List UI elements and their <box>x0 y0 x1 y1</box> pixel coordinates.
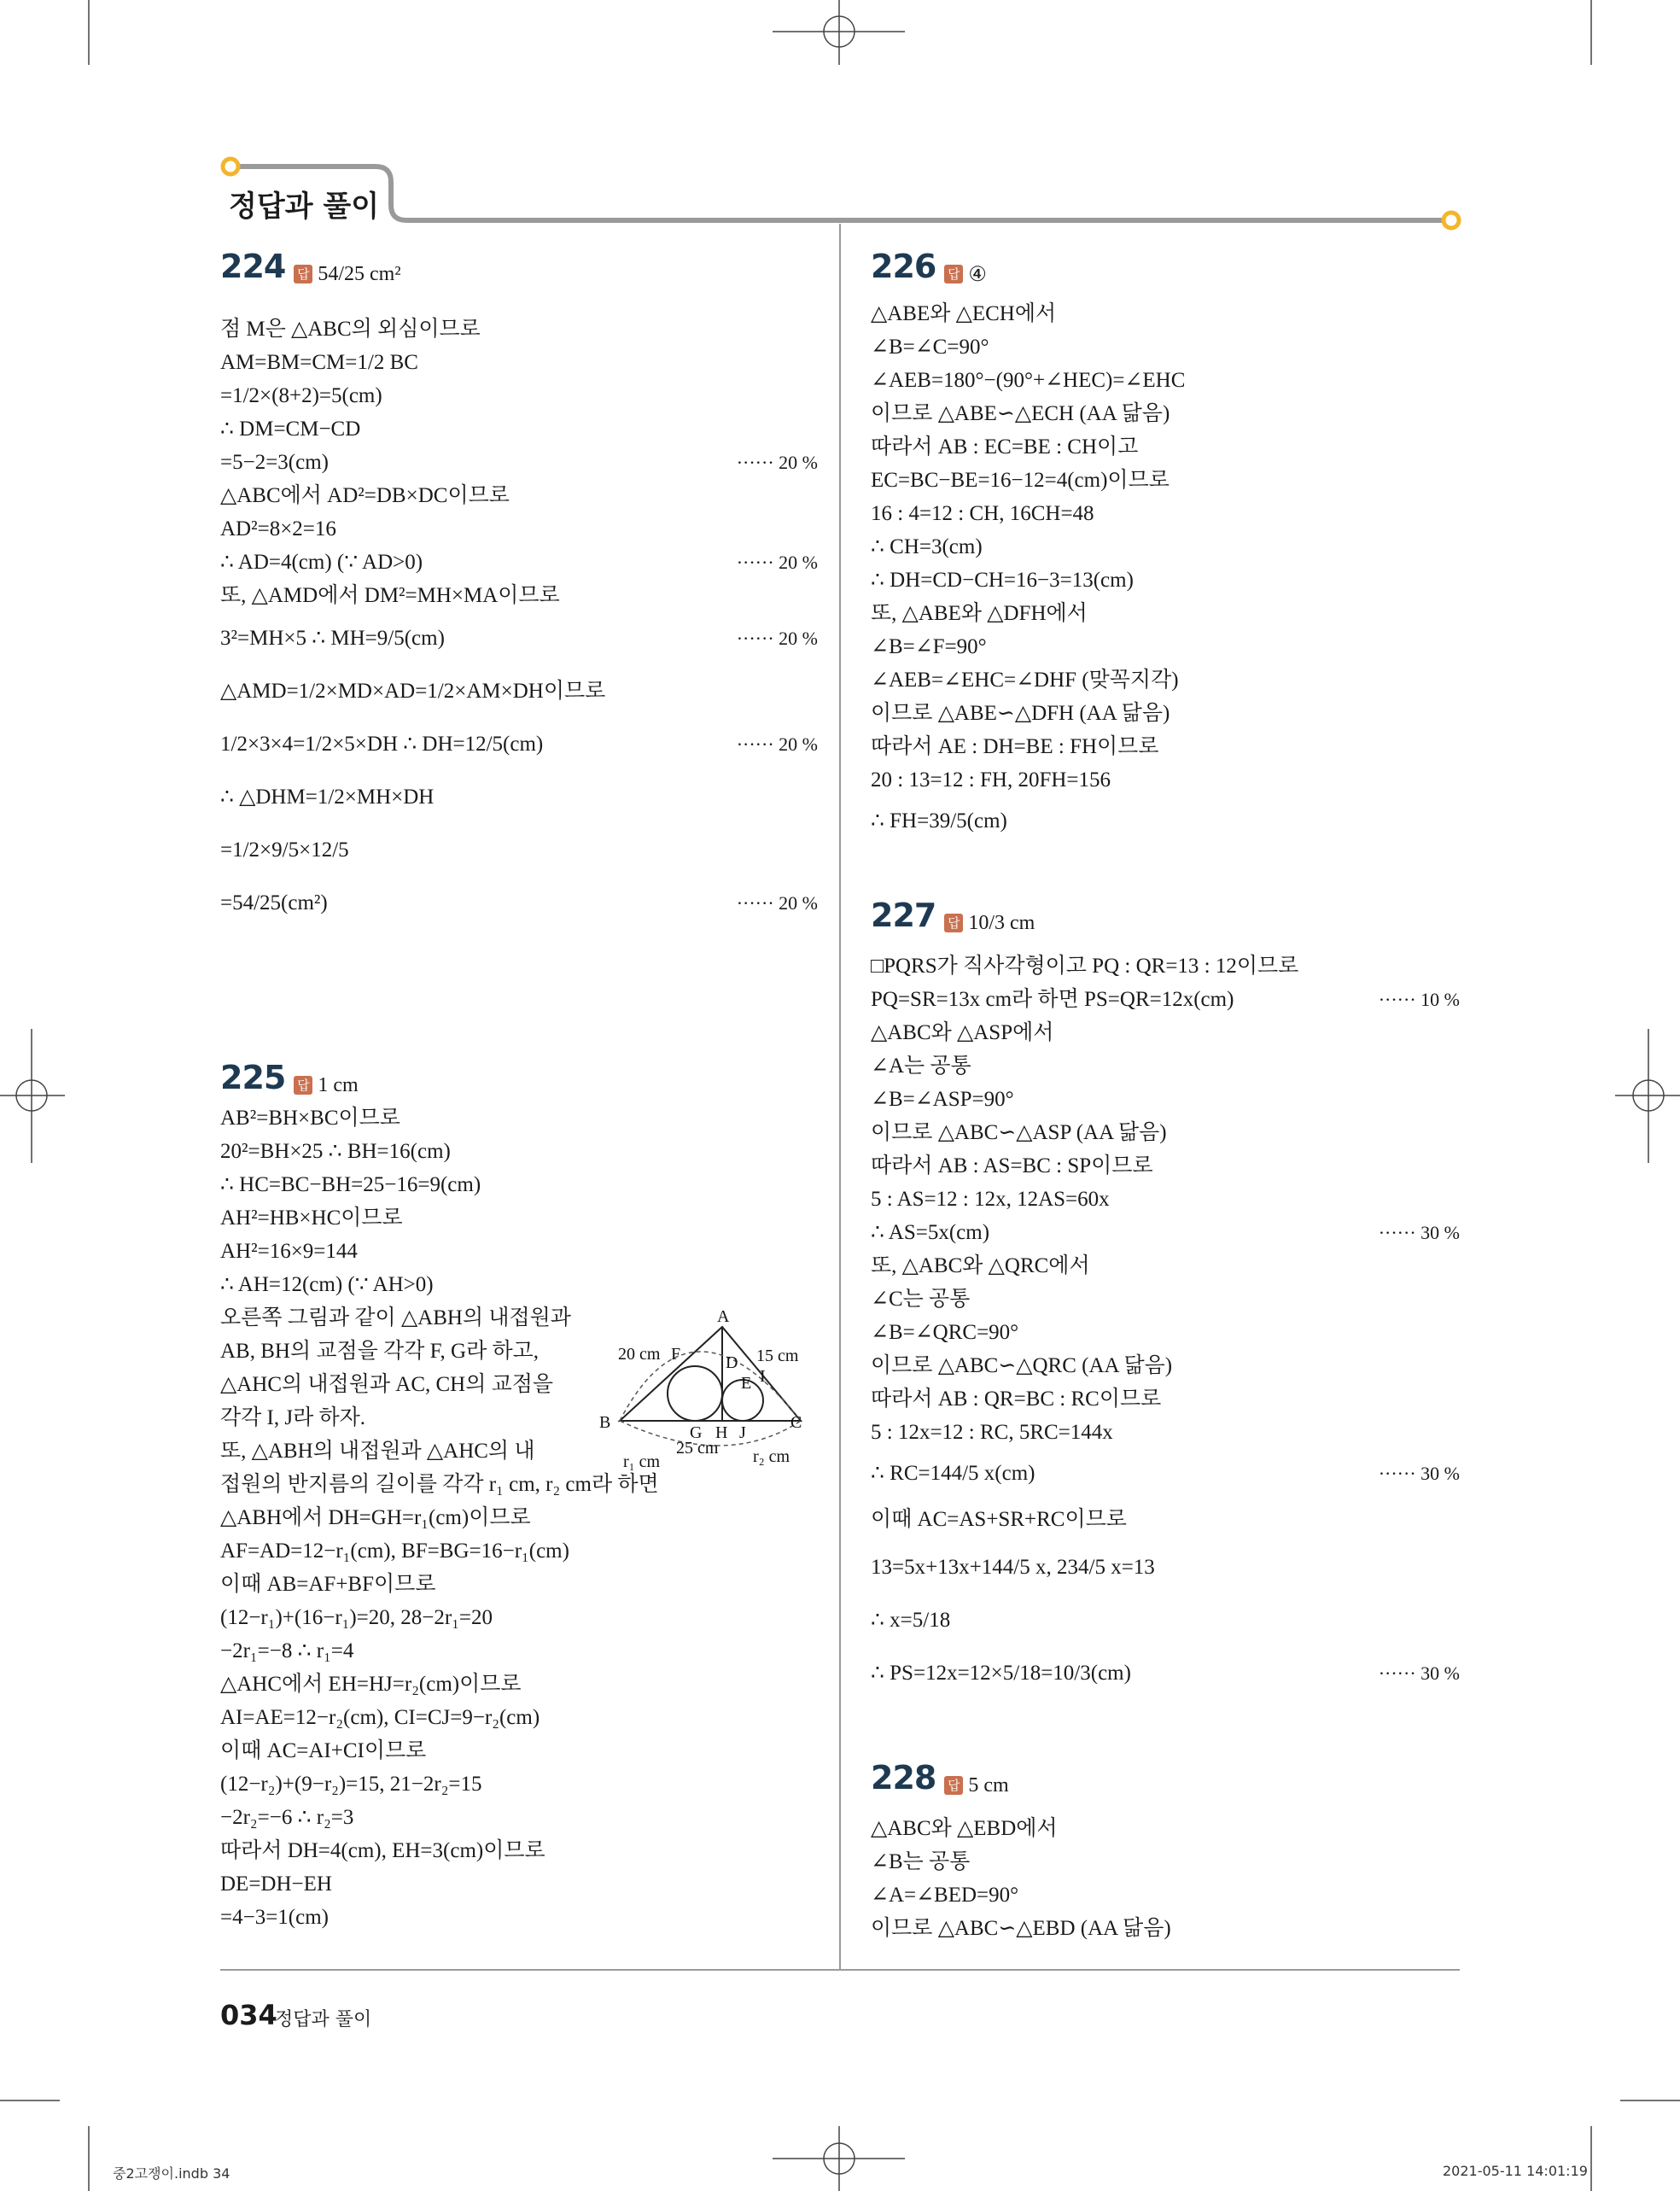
solution-line: AH²=16×9=144 <box>220 1240 358 1263</box>
label-vertex: I <box>760 1367 766 1386</box>
solution-line: ∴ x=5/18 <box>871 1609 951 1632</box>
label-vertex: C <box>790 1413 802 1432</box>
solution-line: (12−r₂)+(9−r₂)=15, 21−2r₂=15 <box>220 1773 482 1796</box>
problem-224 <box>220 248 818 930</box>
solution-line: 또, △ABH의 내접원과 △AHC의 내 <box>220 1440 535 1463</box>
solution-line: 각각 I, J라 하자. <box>220 1406 366 1429</box>
solution-line: 이때 AB=AF+BF이므로 <box>220 1573 436 1596</box>
solution-line: EC=BC−BE=16−12=4(cm)이므로 <box>871 469 1170 492</box>
solution-line: DE=DH−EH <box>220 1873 332 1896</box>
solution-line: =1/2×9/5×12/5 <box>220 838 349 862</box>
solution-line: AM=BM=CM=1/2 BC <box>220 351 418 374</box>
label-vertex: F <box>671 1345 681 1364</box>
solution-line: 이므로 △ABE∽△DFH (AA 닮음) <box>871 702 1170 725</box>
circumcircle-arc <box>620 1352 801 1446</box>
triangle-abc <box>620 1327 801 1421</box>
page-title: 정답과 풀이 <box>229 190 380 224</box>
label-vertex: B <box>599 1413 611 1432</box>
answer-value: 10/3 cm <box>968 911 1035 934</box>
solution-228 <box>871 1812 1460 1945</box>
solution-line: 따라서 AE : DH=BE : FH이므로 <box>871 735 1159 758</box>
solution-line: 점 M은 △ABC의 외심이므로 <box>220 318 481 341</box>
solution-line: △AMD=1/2×MD×AD=1/2×AM×DH이므로 <box>220 680 606 703</box>
solution-line: △ABC와 △EBD에서 <box>871 1817 1058 1840</box>
label-ac-length: 15 cm <box>756 1347 799 1365</box>
answer-value: ④ <box>968 263 987 286</box>
solution-line: 접원의 반지름의 길이를 각각 r₁ cm, r₂ cm라 하면 <box>220 1473 659 1496</box>
slug-file: 중2고쟁이.indb 34 <box>113 2165 230 2182</box>
solution-line: ∠B=∠ASP=90° <box>871 1088 1014 1111</box>
label-r1: r₁ cm <box>623 1452 661 1470</box>
page-number: 034 <box>220 1999 277 2031</box>
solution-line: 따라서 AB : EC=BE : CH이고 <box>871 435 1139 459</box>
solution-line: ∠B=∠QRC=90° <box>871 1321 1019 1344</box>
solution-line: ∴ PS=12x=12×5/18=10/3(cm) ······ 30 % <box>871 1662 1460 1685</box>
problem-228 <box>871 1759 1460 1945</box>
right-column <box>871 248 1460 1940</box>
triangle-figure <box>598 1308 821 1470</box>
solution-line: AB²=BH×BC이므로 <box>220 1107 400 1130</box>
solution-line: AH²=HB×HC이므로 <box>220 1207 403 1230</box>
answer-badge: 답 <box>944 1776 963 1795</box>
solution-line: ∴ AD=4(cm) (∵ AD>0) ······ 20 % <box>220 551 818 574</box>
problem-number: 226 <box>871 248 936 285</box>
solution-line: ∠A는 공통 <box>871 1055 971 1078</box>
problem-227 <box>871 897 1460 1700</box>
solution-line: 이때 AC=AS+SR+RC이므로 <box>871 1508 1127 1531</box>
solution-line: −2r₁=−8 ∴ r₁=4 <box>220 1639 354 1662</box>
solution-line: 3²=MH×5 ∴ MH=9/5(cm) ······ 20 % <box>220 627 818 650</box>
solution-line: 20 : 13=12 : FH, 20FH=156 <box>871 768 1111 792</box>
solution-line: ∠B=∠C=90° <box>871 336 989 359</box>
solution-226 <box>871 297 1460 846</box>
solution-225 <box>220 1101 818 1934</box>
slug-datetime: 2021-05-11 14:01:19 <box>1443 2163 1588 2179</box>
solution-line: △AHC의 내접원과 AC, CH의 교점을 <box>220 1373 554 1396</box>
answer-badge: 답 <box>944 265 963 283</box>
solution-line: −2r₂=−6 ∴ r₂=3 <box>220 1806 354 1829</box>
solution-line: 13=5x+13x+144/5 x, 234/5 x=13 <box>871 1556 1155 1579</box>
solution-line: ∠A=∠BED=90° <box>871 1884 1019 1907</box>
solution-line: 이므로 △ABC∽△ASP (AA 닮음) <box>871 1121 1167 1144</box>
problem-226 <box>871 248 1460 846</box>
solution-line: 오른쪽 그림과 같이 △ABH의 내접원과 <box>220 1306 571 1329</box>
solution-line: ∠AEB=∠EHC=∠DHF (맞꼭지각) <box>871 669 1179 692</box>
footer-label: 정답과 풀이 <box>275 2009 372 2030</box>
label-bc-length: 25 cm <box>676 1439 719 1458</box>
answer-value: 5 cm <box>968 1773 1009 1797</box>
solution-line: AB, BH의 교점을 각각 F, G라 하고, <box>220 1340 540 1363</box>
solution-line: PQ=SR=13x cm라 하면 PS=QR=12x(cm) ······ 10 % <box>871 988 1460 1011</box>
solution-line: ∴ CH=3(cm) <box>871 535 983 558</box>
solution-line: 또, △AMD에서 DM²=MH×MA이므로 <box>220 584 560 607</box>
solution-line: ∠B는 공통 <box>871 1850 971 1873</box>
problem-number: 225 <box>220 1059 286 1096</box>
solution-line: AF=AD=12−r₁(cm), BF=BG=16−r₁(cm) <box>220 1540 569 1563</box>
label-vertex: E <box>741 1374 752 1393</box>
solution-line: 이므로 △ABE∽△ECH (AA 닮음) <box>871 402 1170 425</box>
solution-line: ∴ DM=CM−CD <box>220 418 361 441</box>
solution-line: =4−3=1(cm) <box>220 1906 329 1929</box>
solution-line: =5−2=3(cm) ······ 20 % <box>220 451 818 474</box>
column-divider <box>839 224 841 1969</box>
solution-line: △ABH에서 DH=GH=r₁(cm)이므로 <box>220 1506 531 1529</box>
solution-line: 5 : AS=12 : 12x, 12AS=60x <box>871 1188 1110 1211</box>
solution-line: 이므로 △ABC∽△QRC (AA 닮음) <box>871 1354 1173 1377</box>
solution-line: ∴ FH=39/5(cm) <box>871 809 1007 833</box>
answer-value: 54/25 cm² <box>318 262 401 285</box>
solution-line: ∴ DH=CD−CH=16−3=13(cm) <box>871 569 1134 592</box>
solution-line: 5 : 12x=12 : RC, 5RC=144x <box>871 1421 1113 1444</box>
solution-line: 1/2×3×4=1/2×5×DH ∴ DH=12/5(cm) ······ 20 % <box>220 733 818 756</box>
label-vertex: G <box>690 1423 703 1442</box>
solution-line: AI=AE=12−r₂(cm), CI=CJ=9−r₂(cm) <box>220 1706 540 1729</box>
solution-line: △ABC에서 AD²=DB×DC이므로 <box>220 484 510 507</box>
solution-line: ∴ HC=BC−BH=25−16=9(cm) <box>220 1173 481 1196</box>
solution-line: =1/2×(8+2)=5(cm) <box>220 384 382 407</box>
problem-number: 227 <box>871 897 936 934</box>
label-vertex: A <box>717 1308 730 1326</box>
solution-line: (12−r₁)+(16−r₁)=20, 28−2r₁=20 <box>220 1606 493 1629</box>
label-vertex: H <box>715 1423 728 1442</box>
answer-value: 1 cm <box>318 1073 359 1096</box>
solution-line: 이므로 △ABC∽△EBD (AA 닮음) <box>871 1917 1171 1940</box>
solution-line: □PQRS가 직사각형이고 PQ : QR=13 : 12이므로 <box>871 955 1299 978</box>
footer-rule <box>220 1969 1460 1971</box>
solution-line: 또, △ABC와 △QRC에서 <box>871 1254 1090 1277</box>
problem-number: 224 <box>220 248 286 285</box>
solution-line: ∠B=∠F=90° <box>871 635 987 658</box>
problem-225 <box>220 1059 818 1934</box>
solution-line: 따라서 AB : QR=BC : RC이므로 <box>871 1388 1162 1411</box>
label-vertex: D <box>726 1353 738 1372</box>
solution-line: 이때 AC=AI+CI이므로 <box>220 1739 427 1762</box>
solution-line: ∴ RC=144/5 x(cm) ······ 30 % <box>871 1462 1460 1485</box>
solution-line: AD²=8×2=16 <box>220 517 336 540</box>
solution-line: ∴ △DHM=1/2×MH×DH <box>220 786 435 809</box>
label-vertex: J <box>739 1423 746 1442</box>
solution-227 <box>871 949 1460 1700</box>
solution-line: △ABC와 △ASP에서 <box>871 1021 1054 1044</box>
problem-number: 228 <box>871 1759 936 1797</box>
incircle-abh <box>668 1366 722 1421</box>
answer-badge: 답 <box>294 1076 312 1095</box>
solution-line: =54/25(cm²) ······ 20 % <box>220 891 818 914</box>
solution-224 <box>220 313 818 930</box>
answer-badge: 답 <box>944 914 963 932</box>
answer-badge: 답 <box>294 265 312 283</box>
solution-line: ∴ AS=5x(cm) ······ 30 % <box>871 1221 1460 1244</box>
label-r2: r₂ cm <box>753 1447 790 1466</box>
solution-line: 20²=BH×25 ∴ BH=16(cm) <box>220 1140 451 1163</box>
solution-line: △AHC에서 EH=HJ=r₂(cm)이므로 <box>220 1673 522 1696</box>
solution-line: ∠AEB=180°−(90°+∠HEC)=∠EHC <box>871 369 1186 392</box>
solution-line: 또, △ABE와 △DFH에서 <box>871 602 1088 625</box>
solution-line: ∴ AH=12(cm) (∵ AH>0) <box>220 1273 434 1296</box>
label-ab-length: 20 cm <box>618 1345 661 1364</box>
solution-line: ∠C는 공통 <box>871 1288 971 1311</box>
solution-line: 따라서 DH=4(cm), EH=3(cm)이므로 <box>220 1839 545 1862</box>
solution-line: 16 : 4=12 : CH, 16CH=48 <box>871 502 1094 525</box>
solution-line: 따라서 AB : AS=BC : SP이므로 <box>871 1154 1153 1177</box>
solution-line: △ABE와 △ECH에서 <box>871 302 1057 325</box>
